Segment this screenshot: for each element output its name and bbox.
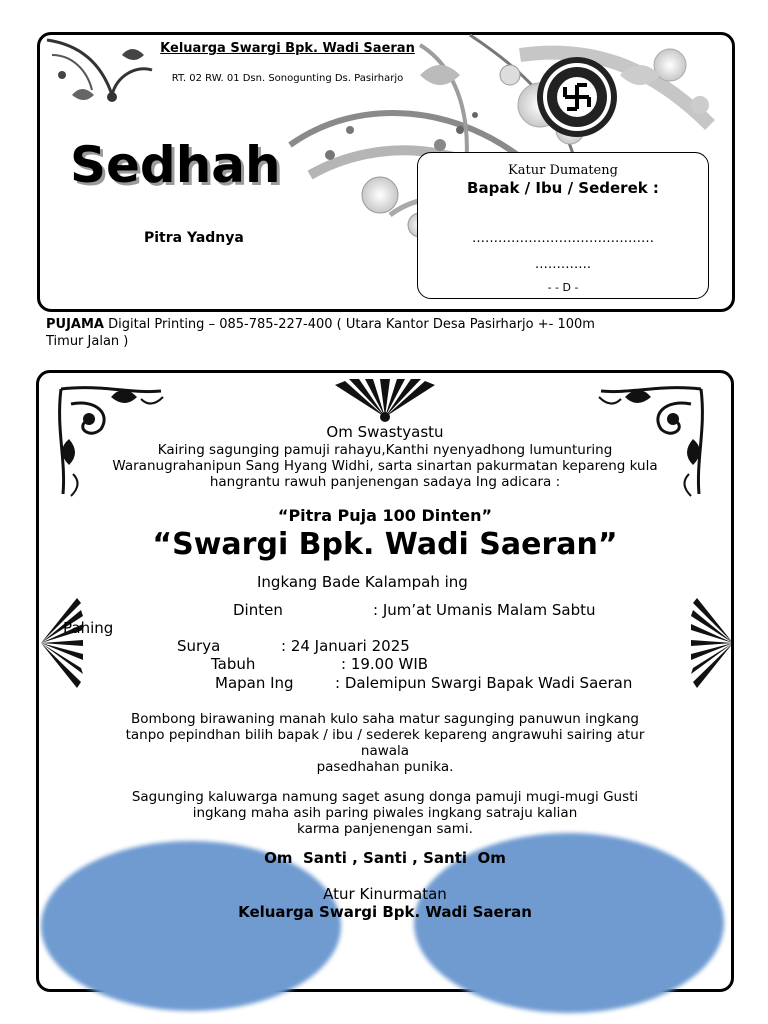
invitation-card <box>36 370 734 992</box>
time-label: Tabuh <box>211 655 256 673</box>
side-sunburst-right-icon <box>691 598 733 688</box>
family-name-header: Keluarga Swargi Bpk. Wadi Saeran <box>160 41 415 56</box>
regards: Atur Kinurmatan <box>323 885 447 903</box>
corner-flourish-icon <box>42 35 162 115</box>
intro-line: hangrantu rawuh panjenengan sadaya Ing adicara : <box>209 474 561 490</box>
closing-prayer: Om Santi , Santi , Santi Om <box>264 849 506 867</box>
place-label: Mapan Ing <box>215 674 294 692</box>
paragraph-line: karma panjenengan sami. <box>297 821 473 837</box>
subtitle: Pitra Yadnya <box>144 230 244 246</box>
date-label: Surya <box>177 637 221 655</box>
place-value: : Dalemipun Swargi Bapak Wadi Saeran <box>335 674 633 692</box>
paragraph-line: ingkang maha asih paring piwales ingkang satraju kalian <box>192 805 578 821</box>
paragraph-line: Sagunging kaluwarga namung saget asung donga pamuji mugi-mugi Gusti <box>131 789 639 805</box>
printer-details: Digital Printing – 085-785-227-400 ( Utara Kantor Desa Pasirharjo +- 100m <box>108 317 595 332</box>
day-value: : Jum’at Umanis Malam Sabtu <box>373 601 596 619</box>
held-on-label: Ingkang Bade Kalampah ing <box>257 573 468 591</box>
paragraph-line: Bombong birawaning manah kulo saha matur sagunging panuwun ingkang <box>131 711 639 727</box>
sunburst-ornament-icon <box>335 379 435 419</box>
paragraph-line: nawala <box>360 743 410 759</box>
day-value-wrap: Pahing <box>63 619 114 637</box>
recipient-dots-line: …………………………………… <box>472 231 654 246</box>
recipient-salutation: Bapak / Ibu / Sederek : <box>467 179 659 197</box>
signature: Keluarga Swargi Bpk. Wadi Saeran <box>238 903 532 921</box>
recipient-dots-line: …………. <box>534 257 592 272</box>
side-sunburst-left-icon <box>41 598 83 688</box>
recipient-cut-text: - - D - <box>547 281 579 294</box>
printer-brand: PUJAMA <box>46 317 104 332</box>
date-value: : 24 Januari 2025 <box>281 637 410 655</box>
time-value: : 19.00 WIB <box>341 655 429 673</box>
event-title: “Pitra Puja 100 Dinten” <box>277 506 493 525</box>
printer-credit <box>46 316 736 349</box>
intro-line: Waranugrahanipun Sang Hyang Widhi, sarta sinartan pakurmatan kepareng kula <box>112 458 658 474</box>
printer-overflow: Timur Jalan ) <box>46 334 129 349</box>
intro-line: Kairing sagunging pamuji rahayu,Kanthi nyenyadhong lumunturing <box>157 442 613 458</box>
day-label: Dinten <box>233 601 283 619</box>
deceased-name: “Swargi Bpk. Wadi Saeran” <box>152 527 618 562</box>
swastika-emblem-icon <box>535 55 619 139</box>
paragraph-line: pasedhahan punika. <box>316 759 454 775</box>
recipient-heading: Katur Dumateng <box>508 163 618 178</box>
big-title: Sedhah <box>70 136 281 194</box>
greeting: Om Swastyastu <box>326 423 444 441</box>
address-line: RT. 02 RW. 01 Dsn. Sonogunting Ds. Pasirharjo <box>171 73 404 84</box>
envelope-card <box>37 32 735 312</box>
recipient-box <box>417 152 709 299</box>
paragraph-line: tanpo pepindhan bilih bapak / ibu / sederek kepareng angrawuhi sairing atur <box>125 727 645 743</box>
